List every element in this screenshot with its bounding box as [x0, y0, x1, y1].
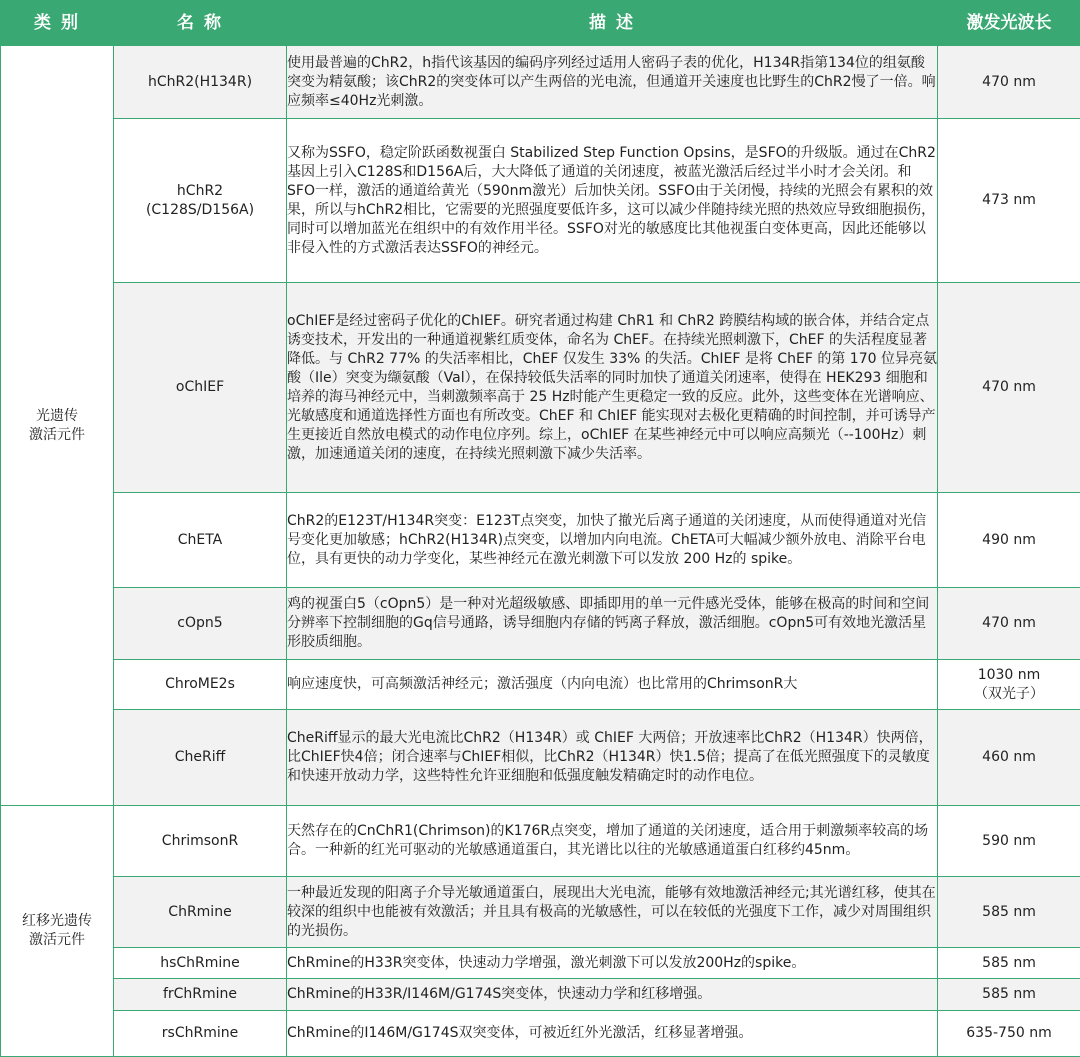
header-name: 名 称: [114, 1, 287, 46]
wavelength-cell: 585 nm: [938, 979, 1080, 1011]
description-cell: ChRmine的H33R突变体，快速动力学增强，激光刺激下可以发放200Hz的spike。: [287, 948, 938, 979]
wavelength-cell: 460 nm: [938, 710, 1080, 806]
wavelength-cell: 473 nm: [938, 119, 1080, 283]
name-cell: ChrimsonR: [114, 806, 287, 877]
description-cell: 又称为SSFO，稳定阶跃函数视蛋白 Stabilized Step Function Opsins，是SFO的升级版。通过在ChR2基因上引入C128S和D156A后，大大降低了通道的关闭速度，被蓝光激活后经过半小时才会关闭。和SFO一样，激活的通道给黄光（590nm激光）后加快关闭。SSFO由于关闭慢，持续的光照会有累积的效果，所以与hChR2相比，它需要的光照强度要低许多，这可以减少伴随持续光照的热效应导致细胞损伤，同时可以增加蓝光在组织中的有效作用半径。SSFO对光的敏感度比其他视蛋白变体更高，因此还能够以非侵入性的方式激活表达SSFO的神经元。: [287, 119, 938, 283]
table-row: [1, 1011, 1080, 1057]
header-wavelength: 激发光波长: [938, 1, 1080, 46]
table-row: [1, 877, 1080, 948]
wavelength-cell: 590 nm: [938, 806, 1080, 877]
description-cell: CheRiff显示的最大光电流比ChR2（H134R）或 ChIEF 大两倍；开放速率比ChR2（H134R）快两倍，比ChIEF快4倍；闭合速率与ChIEF相似，比ChR2（H134R）快1.5倍；提高了在低光照强度下的灵敏度和快速开放动力学，这些特性允许亚细胞和低强度触发精确定时的动作电位。: [287, 710, 938, 806]
description-cell: ChRmine的I146M/G174S双突变体，可被近红外光激活，红移显著增强。: [287, 1011, 938, 1057]
name-cell: cOpn5: [114, 588, 287, 660]
wavelength-cell: 470 nm: [938, 588, 1080, 660]
name-cell: hsChRmine: [114, 948, 287, 979]
name-cell: hChR2(H134R): [114, 46, 287, 119]
table-row: [1, 710, 1080, 806]
description-cell: 响应速度快，可高频激活神经元；激活强度（内向电流）也比常用的ChrimsonR大: [287, 660, 938, 710]
description-cell: oChIEF是经过密码子优化的ChIEF。研究者通过构建 ChR1 和 ChR2 跨膜结构域的嵌合体，并结合定点诱变技术，开发出的一种通道视紫红质变体，命名为 ChEF。在持续光照刺激下，ChEF 的失活程度显著降低。与 ChR2 77% 的失活率相比，ChEF 仅发生 33% 的失活。ChIEF 是将 ChEF 的第 170 位异亮氨酸（Ile）突变为缬氨酸（Val），在保持较低失活率的同时加快了通道关闭速率，使得在 HEK293 细胞和培养的海马神经元中，当刺激频率高于 25 Hz时能产生更稳定一致的反应。此外，这些变体在光谱响应、光敏感度和通道选择性方面也有所改变。ChEF 和 ChIEF 能实现对去极化更精确的时间控制，并可诱导产生更接近自然放电模式的动作电位序列。综上，oChIEF 在某些神经元中可以响应高频光（--100Hz）刺激，加速通道关闭的速度，在持续光照刺激下减少失活率。: [287, 283, 938, 493]
table-row: [1, 588, 1080, 660]
wavelength-cell: 470 nm: [938, 283, 1080, 493]
wavelength-cell: 585 nm: [938, 948, 1080, 979]
header-category: 类 别: [1, 1, 114, 46]
description-cell: 一种最近发现的阳离子介导光敏通道蛋白，展现出大光电流，能够有效地激活神经元;其光谱红移，使其在较深的组织中也能被有效激活；并且具有极高的光敏感性，可以在较低的光强度下工作，减少对周围组织的光损伤。: [287, 877, 938, 948]
table-header-row: [1, 1, 1080, 46]
wavelength-cell: 1030 nm （双光子）: [938, 660, 1080, 710]
table-row: [1, 979, 1080, 1011]
wavelength-cell: 585 nm: [938, 877, 1080, 948]
description-cell: 天然存在的CnChR1(Chrimson)的K176R点突变，增加了通道的关闭速度，适合用于刺激频率较高的场合。一种新的红光可驱动的光敏感通道蛋白，其光谱比以往的光敏感通道蛋白红移约45nm。: [287, 806, 938, 877]
name-cell: ChRmine: [114, 877, 287, 948]
category-cell: [1, 806, 114, 1057]
name-cell: ChroME2s: [114, 660, 287, 710]
wavelength-cell: 490 nm: [938, 493, 1080, 588]
table-row: [1, 948, 1080, 979]
table-row: [1, 46, 1080, 119]
category-label: 红移光遗传 激活元件: [22, 913, 92, 948]
table-row: [1, 283, 1080, 493]
name-cell: ChETA: [114, 493, 287, 588]
wavelength-cell: 470 nm: [938, 46, 1080, 119]
name-cell: CheRiff: [114, 710, 287, 806]
table-row: [1, 119, 1080, 283]
name-cell: frChRmine: [114, 979, 287, 1011]
name-cell: oChIEF: [114, 283, 287, 493]
name-cell: hChR2 (C128S/D156A): [114, 119, 287, 283]
name-cell: rsChRmine: [114, 1011, 287, 1057]
category-cell: [1, 46, 114, 806]
description-cell: ChR2的E123T/H134R突变：E123T点突变，加快了撤光后离子通道的关闭速度，从而使得通道对光信号变化更加敏感；hChR2(H134R)点突变，以增加内向电流。ChETA可大幅减少额外放电、消除平台电位，具有更快的动力学变化，某些神经元在激光刺激下可以发放 200 Hz的 spike。: [287, 493, 938, 588]
description-cell: ChRmine的H33R/I146M/G174S突变体，快速动力学和红移增强。: [287, 979, 938, 1011]
table-row: [1, 806, 1080, 877]
table-row: [1, 493, 1080, 588]
category-label: 光遗传 激活元件: [29, 408, 85, 443]
header-description: 描 述: [287, 1, 938, 46]
description-cell: 鸡的视蛋白5（cOpn5）是一种对光超级敏感、即插即用的单一元件感光受体，能够在极高的时间和空间分辨率下控制细胞的Gq信号通路，诱导细胞内存储的钙离子释放，激活细胞。cOpn5可有效地光激活星形胶质细胞。: [287, 588, 938, 660]
wavelength-cell: 635-750 nm: [938, 1011, 1080, 1057]
table-row: [1, 660, 1080, 710]
description-cell: 使用最普遍的ChR2，h指代该基因的编码序列经过适用人密码子表的优化，H134R指第134位的组氨酸突变为精氨酸；该ChR2的突变体可以产生两倍的光电流，但通道开关速度也比野生的ChR2慢了一倍。响应频率≤40Hz光刺激。: [287, 46, 938, 119]
